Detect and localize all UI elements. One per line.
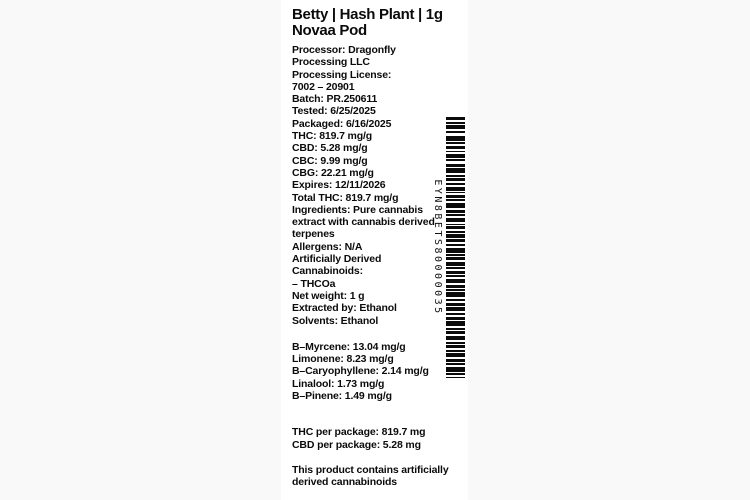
label-line: Net weight: 1 g: [292, 289, 365, 302]
label-line: Tested: 6/25/2025: [292, 105, 376, 118]
label-line: CBC: 9.99 mg/g: [292, 154, 368, 167]
label-line: Total THC: 819.7 mg/g: [292, 191, 399, 204]
label-line: This product contains artificially: [292, 463, 449, 476]
label-line: – THCOa: [292, 277, 336, 290]
label-line: Processing LLC: [292, 56, 370, 69]
label-line: B–Pinene: 1.49 mg/g: [292, 390, 392, 403]
product-subtitle: Novaa Pod: [292, 22, 367, 39]
label-line: CBD: 5.28 mg/g: [292, 142, 368, 155]
barcode-value: EYN8BETS80000035: [432, 179, 443, 316]
label-line: Expires: 12/11/2026: [292, 179, 386, 192]
label-line: Solvents: Ethanol: [292, 314, 379, 327]
label-line: Limonene: 8.23 mg/g: [292, 353, 394, 366]
label-line: Batch: PR.250611: [292, 93, 378, 106]
label-line: CBG: 22.21 mg/g: [292, 166, 374, 179]
label-line: Cannabinoids:: [292, 265, 363, 278]
terpene-profile: [292, 341, 444, 402]
label-line: CBD per package: 5.28 mg: [292, 438, 421, 451]
barcode: [427, 117, 465, 378]
label-line: Ingredients: Pure cannabis: [292, 203, 423, 216]
label-line: 7002 – 20901: [292, 80, 355, 93]
label-details: [292, 44, 444, 327]
label-line: Extracted by: Ethanol: [292, 302, 397, 315]
label-line: Linalool: 1.73 mg/g: [292, 377, 385, 390]
label-line: B–Myrcene: 13.04 mg/g: [292, 340, 406, 353]
barcode-bars-icon: [446, 117, 465, 378]
label-line: Processor: Dragonfly: [292, 44, 396, 56]
label-line: Allergens: N/A: [292, 240, 363, 253]
label-line: THC: 819.7 mg/g: [292, 130, 373, 143]
label-line: THC per package: 819.7 mg: [292, 426, 426, 439]
label-line: Processing License:: [292, 68, 392, 81]
artificial-warning: [292, 463, 449, 489]
label-line: Artificially Derived: [292, 253, 382, 266]
label-line: extract with cannabis derived: [292, 216, 435, 229]
product-label: [281, 0, 468, 500]
label-line: Packaged: 6/16/2025: [292, 117, 392, 130]
package-totals: [292, 426, 444, 451]
label-line: terpenes: [292, 228, 335, 241]
label-line: derived cannabinoids: [292, 476, 397, 489]
label-line: B–Caryophyllene: 2.14 mg/g: [292, 365, 429, 378]
product-title: Betty | Hash Plant | 1g: [292, 6, 443, 23]
